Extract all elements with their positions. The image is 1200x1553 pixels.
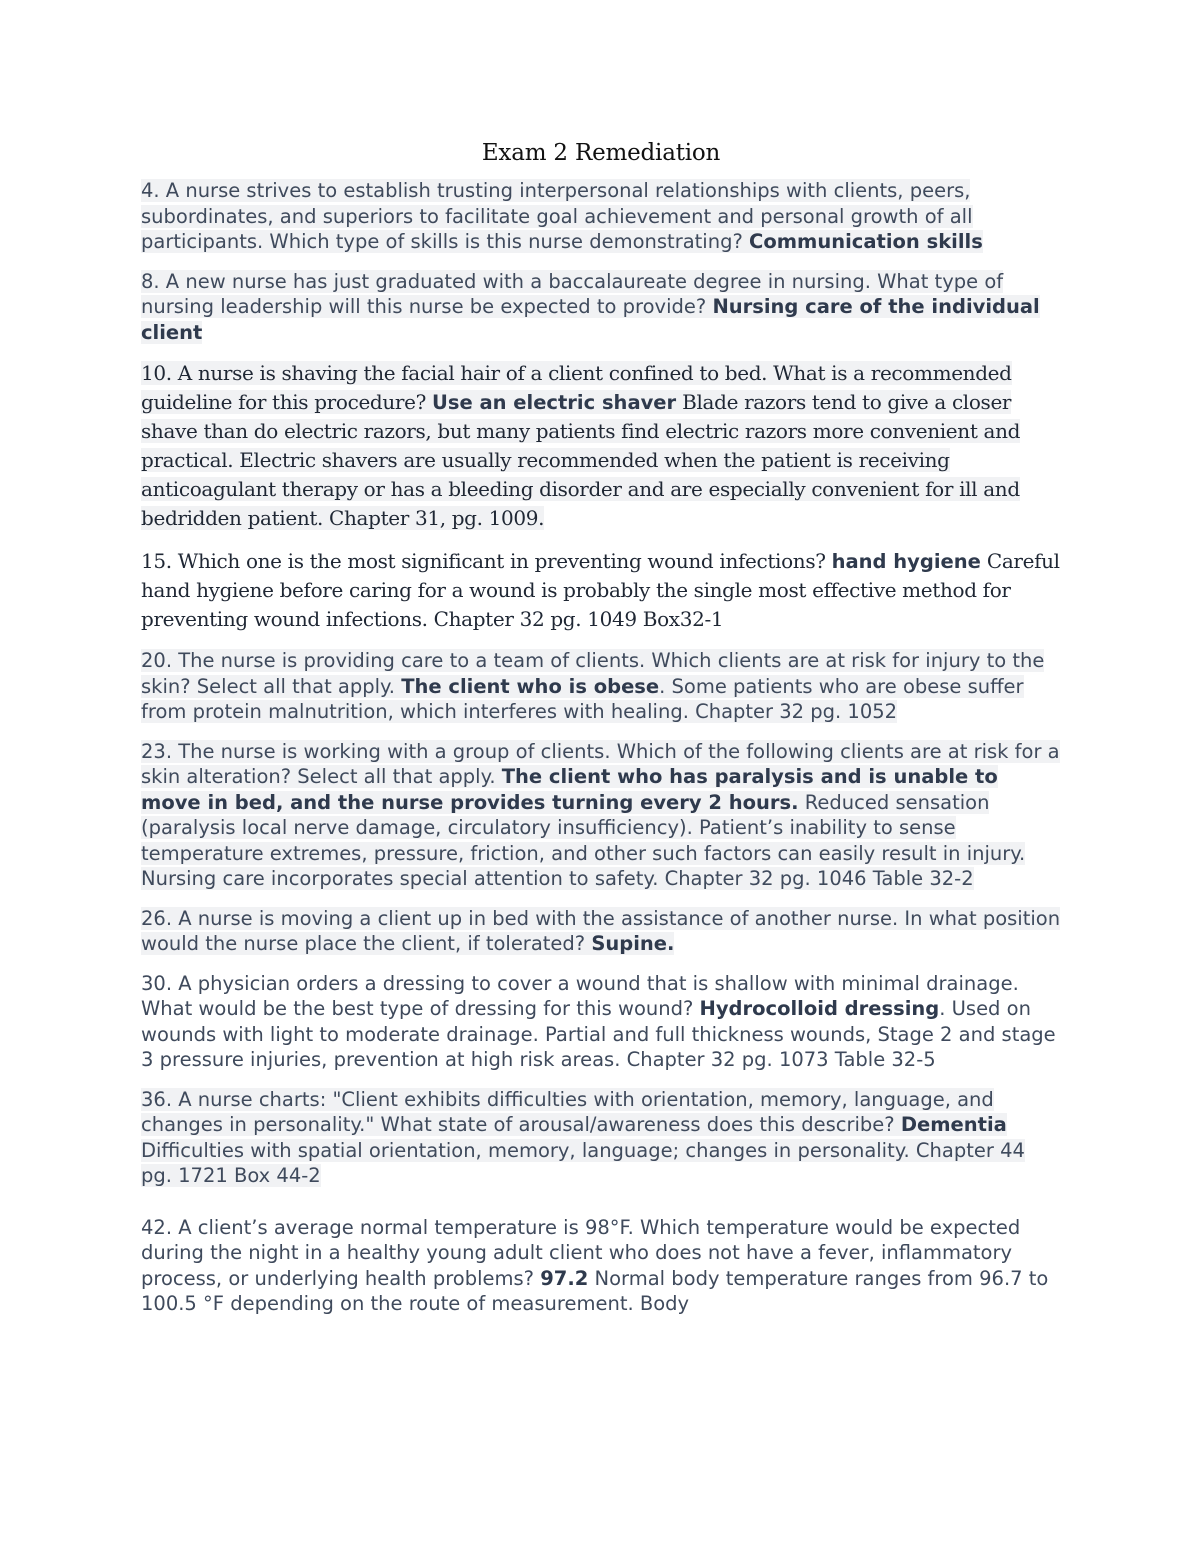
question-23 bbox=[141, 739, 1061, 892]
question-20 bbox=[141, 648, 1061, 725]
answer: hand hygiene bbox=[831, 550, 981, 573]
question-42 bbox=[141, 1215, 1061, 1317]
answer: Hydrocolloid dressing bbox=[699, 997, 940, 1020]
explanation: Normal body temperature ranges from 96.7 to 100.5 °F depending on the route of measurement. Body bbox=[141, 1266, 1049, 1315]
question-text: 8. A new nurse has just graduated with a baccalaureate degree in nursing. What type of nursing leadership will this nurse be expected to provide? Nursing care of the individual client bbox=[141, 269, 1040, 344]
answer: Dementia bbox=[900, 1113, 1007, 1136]
answer: The client who has paralysis and is unable to move in bed, and the nurse provides turning every 2 hours. bbox=[141, 765, 998, 814]
question-text: 10. A nurse is shaving the facial hair of a client confined to bed. What is a recommended guideline for this procedure? Use an electric shaver Blade razors tend to give a closer shave than do electric razors, but many patients find electric razors more convenient and practical. Electric shavers are usually recommended when the patient is receiving anticoagulant therapy or has a bleeding disorder and are especially convenient for ill and bedridden patient. Chapter 31, pg. 1009. bbox=[141, 361, 1021, 530]
question-text: 15. Which one is the most significant in preventing wound infections? hand hygiene Careful hand hygiene before caring for a wound is probably the single most effective method for preventing wound infections. Chapter 32 pg. 1049 Box32-1 bbox=[141, 549, 1060, 631]
question-4 bbox=[141, 178, 1061, 255]
question-text: 42. A client’s average normal temperature is 98°F. Which temperature would be expected during the night in a healthy young adult client who does not have a fever, inflammatory process, or underlying health problems? 97.2 Normal body temperature ranges from 96.7 to 100.5 °F depending on the route of measurement. Body bbox=[141, 1215, 1049, 1315]
question-text: 23. The nurse is working with a group of clients. Which of the following clients are at risk for a skin alteration? Select all that apply. The client who has paralysis and is unable to move in bed, and the nurse provides turning every 2 hours. Reduced sensation (paralysis local nerve damage, circulatory insufficiency). Patient’s inability to sense temperature extremes, pressure, friction, and other such factors can easily result in injury. Nursing care incorporates special attention to safety. Chapter 32 pg. 1046 Table 32-2 bbox=[141, 739, 1060, 890]
question-text: 20. The nurse is providing care to a team of clients. Which clients are at risk for injury to the skin? Select all that apply. The client who is obese. Some patients who are obese suffer from protein malnutrition, which interferes with healing. Chapter 32 pg. 1052 bbox=[141, 649, 1045, 723]
explanation: . Some patients who are obese suffer from protein malnutrition, which interferes with healing. Chapter 32 pg. 1052 bbox=[141, 674, 1024, 723]
question-26 bbox=[141, 906, 1061, 957]
answer: Nursing care of the individual client bbox=[141, 295, 1040, 344]
answer: Supine. bbox=[591, 932, 675, 955]
question-text: 26. A nurse is moving a client up in bed with the assistance of another nurse. In what position would the nurse place the client, if tolerated? Supine. bbox=[141, 906, 1061, 955]
question-text: 4. A nurse strives to establish trusting interpersonal relationships with clients, peers, subordinates, and superiors to facilitate goal achievement and personal growth of all participants. Which type of skills is this nurse demonstrating? Communication skills bbox=[141, 179, 983, 253]
explanation: Careful hand hygiene before caring for a wound is probably the single most effective method for preventing wound infections. Chapter 32 pg. 1049 Box32-1 bbox=[141, 549, 1060, 631]
question-text: 36. A nurse charts: "Client exhibits difficulties with orientation, memory, language, and changes in personality." What state of arousal/awareness does this describe? Dementia Difficulties with spatial orientation, memory, language; changes in personality. Chapter 44 pg. 1721 Box 44-2 bbox=[141, 1087, 1025, 1187]
answer: 97.2 bbox=[540, 1266, 589, 1290]
explanation: . Used on wounds with light to moderate drainage. Partial and full thickness wounds, Stage 2 and stage 3 pressure injuries, prevention at high risk areas. Chapter 32 pg. 1073 Table 32-5 bbox=[141, 997, 1056, 1071]
explanation: Difficulties with spatial orientation, memory, language; changes in personality. Chapter 44 pg. 1721 Box 44-2 bbox=[141, 1138, 1025, 1187]
document-title: Exam 2 Remediation bbox=[481, 140, 721, 166]
question-8 bbox=[141, 269, 1061, 346]
answer: Communication skills bbox=[749, 230, 983, 253]
question-15 bbox=[141, 547, 1061, 634]
question-10 bbox=[141, 359, 1061, 533]
answer: Use an electric shaver bbox=[432, 391, 677, 414]
question-36 bbox=[141, 1087, 1061, 1189]
document-page bbox=[141, 140, 1061, 1331]
explanation: Blade razors tend to give a closer shave than do electric razors, but many patients find electric razors more convenient and practical. Electric shavers are usually recommended when the patient is receiving anticoagulant therapy or has a bleeding disorder and are especially convenient for ill and bedridden patient. Chapter 31, pg. 1009. bbox=[141, 390, 1021, 530]
question-text: 30. A physician orders a dressing to cover a wound that is shallow with minimal drainage. What would be the best type of dressing for this wound? Hydrocolloid dressing. Used on wounds with light to moderate drainage. Partial and full thickness wounds, Stage 2 and stage 3 pressure injuries, prevention at high risk areas. Chapter 32 pg. 1073 Table 32-5 bbox=[141, 971, 1056, 1071]
answer: The client who is obese bbox=[401, 674, 660, 698]
explanation: Reduced sensation (paralysis local nerve damage, circulatory insufficiency). Patient’s inability to sense temperature extremes, pressure, friction, and other such factors can easily result in injury. Nursing care incorporates special attention to safety. Chapter 32 pg. 1046 Table 32-2 bbox=[141, 790, 1026, 890]
question-30 bbox=[141, 971, 1061, 1073]
